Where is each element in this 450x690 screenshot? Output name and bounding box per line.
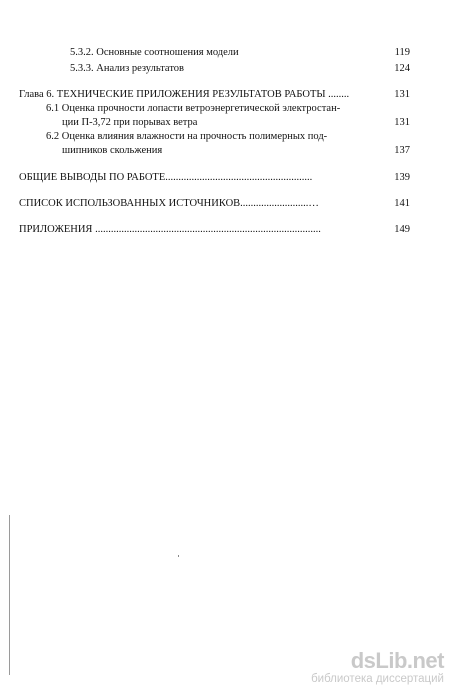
toc-entry-5-3-3: 5.3.3. Анализ результатов — [70, 63, 184, 74]
dot-leader: ........................................................ — [165, 172, 313, 183]
toc-page-references: 141 — [394, 198, 410, 209]
toc-entry-chapter-6: Глава 6. ТЕХНИЧЕСКИЕ ПРИЛОЖЕНИЯ РЕЗУЛЬТАТОВ РАБОТЫ ........ — [19, 89, 350, 100]
toc-entry-6-1-line1: 6.1 Оценка прочности лопасти ветроэнергетической электростан- — [46, 103, 341, 114]
toc-page-chapter-6: 131 — [394, 89, 410, 100]
toc-entry-5-3-2: 5.3.2. Основные соотношения модели — [70, 47, 239, 58]
toc-entry-6-2-line2: шипников скольжения — [62, 145, 163, 156]
toc-entry-references: СПИСОК ИСПОЛЬЗОВАННЫХ ИСТОЧНИКОВ..........................… — [19, 198, 319, 209]
dot-leader: ...................................................................................... — [92, 224, 321, 235]
toc-page-6-2: 137 — [394, 145, 410, 156]
dot-leader: ........ — [328, 89, 350, 100]
toc-page-6-1: 131 — [394, 117, 410, 128]
dot-leader: ..........................… — [240, 198, 319, 209]
toc-page-conclusions: 139 — [394, 172, 410, 183]
toc-entry-6-1-line2: ции П-3,72 при порывах ветра — [62, 117, 198, 128]
watermark-subtitle: библиотека диссертаций — [311, 673, 444, 685]
scan-speck — [178, 555, 179, 557]
toc-entry-conclusions: ОБЩИЕ ВЫВОДЫ ПО РАБОТЕ........................................................ — [19, 172, 313, 183]
toc-page-5-3-2: 119 — [394, 47, 410, 58]
scan-edge-line — [9, 515, 10, 675]
toc-page-appendices: 149 — [394, 224, 410, 235]
toc-entry-appendices: ПРИЛОЖЕНИЯ ...................................................................................... — [19, 224, 321, 235]
watermark — [311, 650, 444, 686]
toc-entry-6-2-line1: 6.2 Оценка влияния влажности на прочность полимерных под- — [46, 131, 328, 142]
toc-page-5-3-3: 124 — [394, 63, 410, 74]
watermark-logo: dsLib.net — [350, 648, 444, 673]
